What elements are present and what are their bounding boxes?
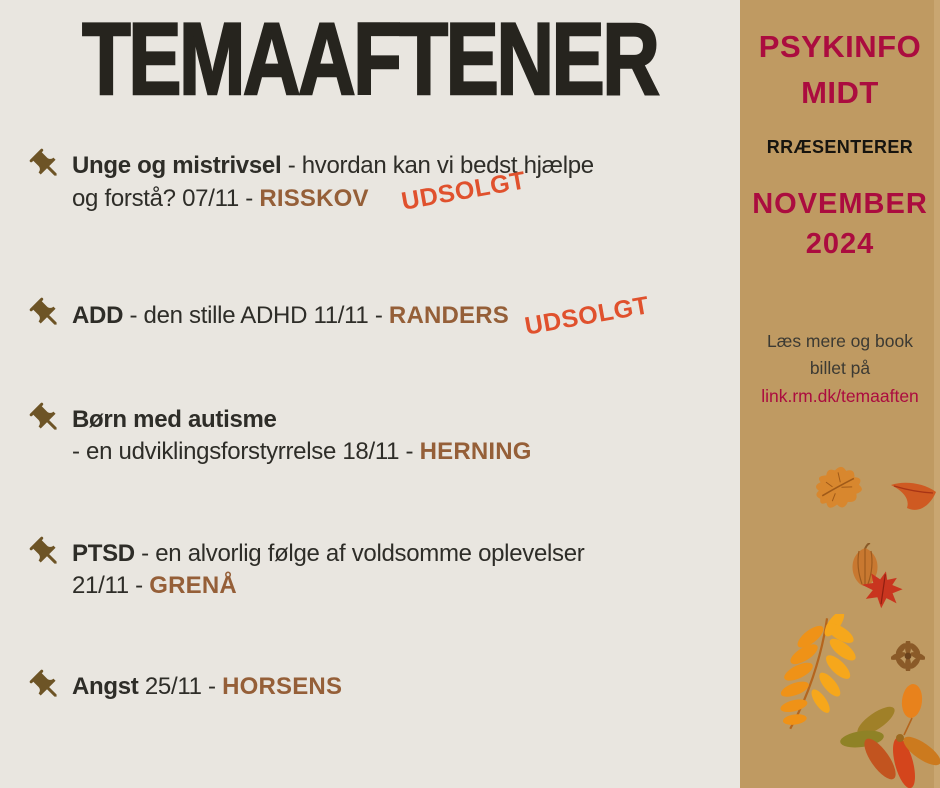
pushpin-icon — [28, 147, 72, 188]
presents-label: RRÆSENTERER — [766, 137, 914, 157]
event-text — [72, 291, 652, 341]
event-add — [28, 291, 718, 341]
event-description: - den stille ADHD 11/11 - — [123, 302, 389, 329]
small-red-leaf-icon — [890, 480, 938, 519]
page-title: TEMAAFTENER — [82, 2, 658, 116]
event-title: Børn med autisme — [72, 406, 277, 433]
pushpin-icon — [28, 296, 72, 337]
month-label — [740, 184, 940, 264]
event-description: 21/11 - — [72, 572, 150, 599]
title-wrap — [0, 2, 740, 116]
soldout-badge: UDSOLGT — [399, 166, 528, 216]
soldout-badge: UDSOLGT — [522, 291, 652, 341]
event-text — [72, 150, 594, 215]
booking-link[interactable]: link.rm.dk/temaaften — [761, 386, 919, 406]
event-title: Unge og mistrivsel — [72, 152, 282, 179]
sidebar — [740, 0, 940, 788]
event-text — [72, 538, 584, 602]
creeper-leaves-icon — [832, 683, 940, 788]
month-line2: 2024 — [805, 228, 875, 260]
event-description: og forstå? 07/11 - — [72, 185, 260, 212]
oak-leaf-icon — [812, 464, 868, 519]
event-text — [72, 671, 342, 703]
pushpin-icon — [28, 668, 72, 709]
event-title: Angst — [72, 673, 139, 700]
pushpin-icon — [28, 535, 72, 576]
maple-leaf-icon — [858, 570, 906, 615]
event-text — [72, 404, 532, 468]
event-boern-med-autisme — [28, 404, 718, 468]
event-location: HORSENS — [222, 673, 343, 700]
event-title: ADD — [72, 302, 124, 329]
event-angst — [28, 671, 718, 709]
cta-line1: Læs mere og book — [767, 331, 913, 351]
event-description: - hvordan kan vi bedst hjælpe — [281, 152, 594, 179]
event-description: 25/11 - — [138, 673, 223, 700]
event-title: PTSD — [72, 540, 135, 567]
star-anise-icon — [891, 641, 925, 676]
event-location: RISSKOV — [259, 185, 369, 212]
cta-line2: billet på — [809, 358, 871, 378]
event-location: GRENÅ — [149, 572, 237, 599]
pushpin-icon — [28, 401, 72, 442]
event-ptsd — [28, 538, 718, 602]
event-unge-og-mistrivsel — [28, 150, 718, 215]
brand-logo — [740, 24, 940, 116]
event-location: RANDERS — [388, 302, 509, 329]
event-description: - en alvorlig følge af voldsomme oplevelser — [134, 540, 585, 567]
brand-line2: MIDT — [801, 75, 879, 110]
month-line1: NOVEMBER — [752, 188, 928, 220]
event-description: - en udviklingsforstyrrelse 18/11 - — [72, 438, 420, 465]
booking-cta — [740, 328, 940, 410]
event-location: HERNING — [419, 438, 532, 465]
brand-line1: PSYKINFO — [758, 29, 922, 64]
